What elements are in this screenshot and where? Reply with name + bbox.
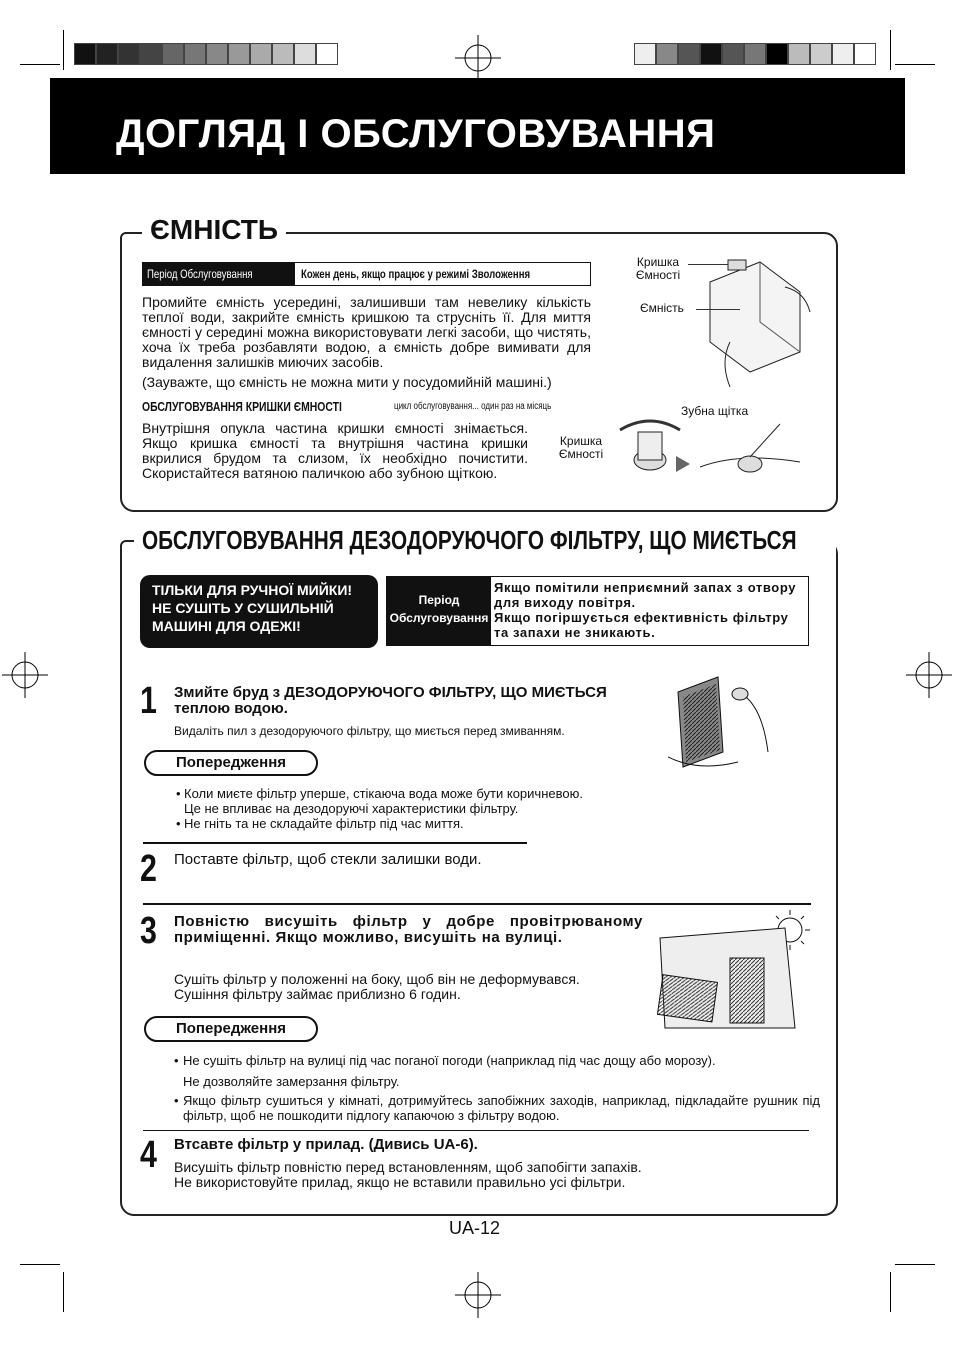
divider: [143, 842, 527, 844]
label-cap-second: Кришка Ємності: [558, 434, 604, 461]
label-tank: Ємність: [640, 301, 684, 315]
warning-badge-1: Попередження: [144, 750, 318, 776]
leader-line: [696, 309, 740, 310]
cap-cycle: цикл обслуговування... один раз на місяць: [394, 401, 552, 412]
step-2-title: Поставте фільтр, щоб стекли залишки води.: [174, 851, 482, 868]
header-banner: [50, 78, 905, 174]
warning-item: • Не сушіть фільтр на вулиці під час поганої погоди (наприклад під час дощу або морозу). Не дозволяйте замерзання фільтру.: [174, 1053, 716, 1089]
step-4-title: Втсавте фільтр у прилад. (Дивись UA-6).: [174, 1136, 478, 1153]
period-label: Період Обслуговування: [143, 263, 295, 285]
crop-mark: [895, 1264, 935, 1265]
registration-mark-top: [455, 35, 501, 81]
step-1-title: Змийте бруд з ДЕЗОДОРУЮЧОГО ФІЛЬТРУ, ЩО МИЄТЬСЯ теплою водою.: [174, 684, 607, 717]
period-value: Кожен день, якщо працює у режимі Зволоження: [301, 267, 531, 281]
cap-maintenance-title: ОБСЛУГОВУВАННЯ КРИШКИ ЄМНОСТІ: [142, 399, 342, 414]
tank-section-title: ЄМНІСТЬ: [142, 213, 286, 247]
step-1-desc: Видаліть пил з дезодоруючого фільтру, що миється перед змиванням.: [174, 724, 565, 738]
registration-mark-left: [2, 652, 48, 698]
label-tank-cap: Кришка Ємності: [635, 255, 681, 282]
leader-line: [688, 264, 728, 265]
step-3-number: 3: [140, 910, 157, 952]
divider: [143, 903, 811, 905]
filter-period-box: [386, 576, 809, 646]
crop-mark: [895, 64, 935, 65]
crop-mark: [63, 1272, 64, 1312]
cap-heading-row: [142, 399, 602, 415]
crop-mark: [63, 30, 64, 70]
crop-mark: [890, 1272, 891, 1312]
crop-mark: [20, 64, 60, 65]
step-2-number: 2: [140, 848, 157, 890]
warning-item: • Якщо фільтр сушиться у кімнаті, дотримуйтесь запобіжних заходів, наприклад, підкладайте рушник під фільтр, щоб не пошкодити підлогу капаючою з фільтру водою.: [174, 1093, 820, 1123]
period-box: [142, 262, 591, 286]
color-bar-left: [74, 43, 338, 65]
hand-wash-notice: ТІЛЬКИ ДЛЯ РУЧНОЇ МИЙКИ! НЕ СУШІТЬ У СУШИЛЬНІЙ МАШИНІ ДЛЯ ОДЕЖІ!: [140, 575, 378, 648]
warnings-step-1: [176, 786, 656, 831]
page-number: UA-12: [449, 1218, 501, 1238]
step-4-number: 4: [140, 1134, 157, 1176]
divider: [143, 1130, 809, 1131]
filter-rinse-illustration: [668, 672, 788, 777]
registration-mark-bottom: [455, 1272, 501, 1318]
tank-wash-instructions: Промийте ємність усередині, залишивши там невелику кількість теплої води, закрийте ємність кришкою та струсніть її. Для миття ємності у середині можна використовувати легкі засоби, що чистять, хоча їх треба розбавляти водою, а ємність добре вимивати для видалення залишків миючих засобів.: [142, 294, 591, 370]
cap-instructions: Внутрішня опукла частина кришки ємності знімається. Якщо кришка ємності та внутрішня частина кришки вкрилися брудом та слизом, їх необхідно почистити. Скористайтеся ватяною паличкою або зубною щіткою.: [142, 420, 528, 481]
color-bar-right: [634, 43, 876, 65]
step-3-desc: Сушіть фільтр у положенні на боку, щоб він не деформувався. Сушіння фільтру займає приблизно 6 годин.: [174, 971, 580, 1002]
crop-mark: [20, 1264, 60, 1265]
tank-illustration: [690, 252, 820, 392]
warnings-step-3: [174, 1050, 820, 1123]
label-brush: Зубна щітка: [681, 404, 749, 418]
step-4-desc: Висушіть фільтр повністю перед встановленням, щоб запобігти запахів. Не використовуйте прилад, якщо не вставили правильно усі фільтри.: [174, 1159, 642, 1190]
page-title: ДОГЛЯД І ОБСЛУГОВУВАННЯ: [116, 112, 716, 156]
filter-drying-illustration: [655, 908, 815, 1038]
filter-period-label: Період Обслуговування: [387, 577, 491, 645]
warning-badge-3: Попередження: [144, 1016, 318, 1042]
step-3-title: Повністю висушіть фільтр у добре провітрюваному приміщенні. Якщо можливо, висушіть на вулиці.: [174, 913, 643, 946]
filter-period-value: Якщо помітили неприємний запах з отвору для виходу повітря. Якщо погіршується ефективність фільтру та запахи не зникають.: [494, 580, 797, 640]
crop-mark: [890, 30, 891, 70]
filter-section-title: ОБСЛУГОВУВАННЯ ДЕЗОДОРУЮЧОГО ФІЛЬТРУ, ЩО МИЄТЬСЯ: [134, 524, 836, 556]
warning-item: • Коли миєте фільтр уперше, стікаюча вода може бути коричневою. Це не впливає на дезодоруючі характеристики фільтру.: [176, 786, 583, 816]
tank-dishwasher-note: (Зауважте, що ємність не можна мити у посудомийній машині.): [142, 374, 552, 390]
warning-item: • Не гніть та не складайте фільтр під час миття.: [176, 816, 464, 831]
cap-cleaning-illustration: [610, 412, 810, 492]
registration-mark-right: [906, 652, 952, 698]
step-1-number: 1: [140, 680, 157, 722]
